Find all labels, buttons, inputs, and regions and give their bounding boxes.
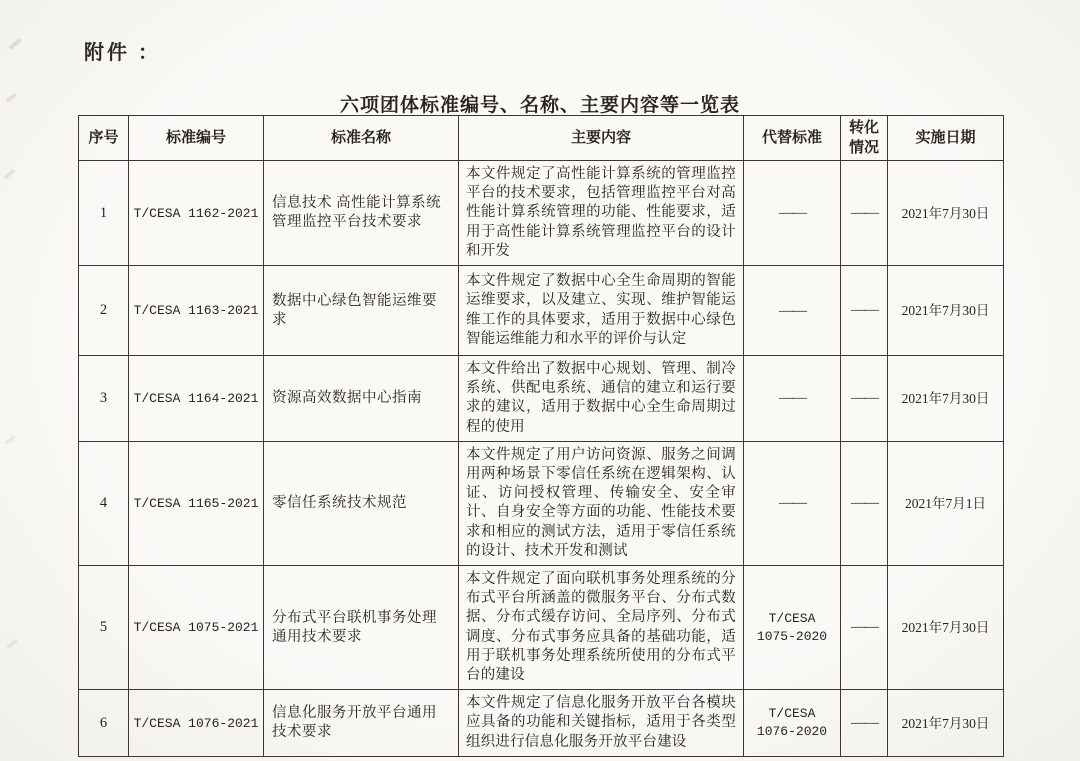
cell-no: 4 bbox=[79, 441, 129, 565]
cell-name: 分布式平台联机事务处理通用技术要求 bbox=[264, 566, 459, 690]
scan-artifact bbox=[3, 168, 16, 179]
cell-name: 信息化服务开放平台通用技术要求 bbox=[264, 690, 459, 757]
cell-conversion: —— bbox=[841, 266, 888, 356]
cell-replaces: T/CESA 1075-2020 bbox=[744, 566, 841, 690]
attachment-label: 附件 ： bbox=[84, 42, 161, 64]
cell-conversion: —— bbox=[841, 441, 888, 565]
cell-no: 5 bbox=[79, 566, 129, 690]
cell-no: 2 bbox=[79, 266, 129, 356]
cell-name: 信息技术 高性能计算系统管理监控平台技术要求 bbox=[264, 161, 459, 266]
cell-date: 2021年7月30日 bbox=[888, 566, 1004, 690]
column-header-content: 主要内容 bbox=[459, 116, 744, 161]
column-header-replaces: 代替标准 bbox=[744, 116, 841, 161]
cell-replaces: —— bbox=[744, 441, 841, 565]
cell-content: 本文件规定了高性能计算系统的管理监控平台的技术要求，包括管理监控平台对高性能计算系统管理的功能、性能要求，适用于高性能计算系统管理监控平台的设计和开发 bbox=[459, 161, 744, 266]
table-row bbox=[79, 161, 1004, 266]
cell-conversion: —— bbox=[841, 690, 888, 757]
column-header-conversion: 转化情况 bbox=[841, 116, 888, 161]
cell-code: T/CESA 1165-2021 bbox=[129, 441, 264, 565]
cell-no: 1 bbox=[79, 161, 129, 266]
table-header-row bbox=[79, 116, 1004, 161]
column-header-code: 标准编号 bbox=[129, 116, 264, 161]
cell-no: 3 bbox=[79, 356, 129, 442]
table-row bbox=[79, 266, 1004, 356]
cell-date: 2021年7月30日 bbox=[888, 690, 1004, 757]
table-row bbox=[79, 441, 1004, 565]
cell-date: 2021年7月30日 bbox=[888, 161, 1004, 266]
cell-date: 2021年7月30日 bbox=[888, 356, 1004, 442]
page-title: 六项团体标准编号、名称、主要内容等一览表 bbox=[339, 95, 740, 116]
cell-conversion: —— bbox=[841, 356, 888, 442]
cell-content: 本文件规定了信息化服务开放平台各模块应具备的功能和关键指标，适用于各类型组织进行信息化服务开放平台建设 bbox=[459, 690, 744, 757]
scan-artifact bbox=[6, 639, 18, 650]
cell-name: 资源高效数据中心指南 bbox=[264, 356, 459, 442]
cell-conversion: —— bbox=[841, 161, 888, 266]
scan-artifact bbox=[4, 435, 16, 446]
cell-date: 2021年7月30日 bbox=[888, 266, 1004, 356]
table-row bbox=[79, 566, 1004, 690]
cell-code: T/CESA 1076-2021 bbox=[129, 690, 264, 757]
cell-code: T/CESA 1075-2021 bbox=[129, 566, 264, 690]
cell-content: 本文件给出了数据中心规划、管理、制冷系统、供配电系统、通信的建立和运行要求的建议，适用于数据中心全生命周期过程的使用 bbox=[459, 356, 744, 442]
column-header-no: 序号 bbox=[79, 116, 129, 161]
cell-no: 6 bbox=[79, 690, 129, 757]
cell-name: 数据中心绿色智能运维要求 bbox=[264, 266, 459, 356]
cell-replaces: —— bbox=[744, 356, 841, 442]
cell-name: 零信任系统技术规范 bbox=[264, 441, 459, 565]
cell-content: 本文件规定了用户访问资源、服务之间调用两种场景下零信任系统在逻辑架构、认证、访问授权管理、传输安全、安全审计、自身安全等方面的功能、性能技术要求和相应的测试方法，适用于零信任系统的设计、技术开发和测试 bbox=[459, 441, 744, 565]
column-header-date: 实施日期 bbox=[888, 116, 1004, 161]
cell-replaces: —— bbox=[744, 266, 841, 356]
cell-code: T/CESA 1164-2021 bbox=[129, 356, 264, 442]
cell-date: 2021年7月1日 bbox=[888, 441, 1004, 565]
cell-code: T/CESA 1162-2021 bbox=[129, 161, 264, 266]
table-row bbox=[79, 690, 1004, 757]
cell-replaces: T/CESA 1076-2020 bbox=[744, 690, 841, 757]
column-header-name: 标准名称 bbox=[264, 116, 459, 161]
cell-conversion: —— bbox=[841, 566, 888, 690]
scan-artifact bbox=[8, 38, 21, 50]
cell-replaces: —— bbox=[744, 161, 841, 266]
standards-table bbox=[78, 115, 1004, 757]
cell-content: 本文件规定了面向联机事务处理系统的分布式平台所涵盖的微服务平台、分布式数据、分布式缓存访问、全局序列、分布式调度、分布式事务应具备的基础功能，适用于联机事务处理系统所使用的分布式平台的建设 bbox=[459, 566, 744, 690]
cell-content: 本文件规定了数据中心全生命周期的智能运维要求，以及建立、实现、维护智能运维工作的具体要求，适用于数据中心绿色智能运维能力和水平的评价与认定 bbox=[459, 266, 744, 356]
cell-code: T/CESA 1163-2021 bbox=[129, 266, 264, 356]
table-row bbox=[79, 356, 1004, 442]
